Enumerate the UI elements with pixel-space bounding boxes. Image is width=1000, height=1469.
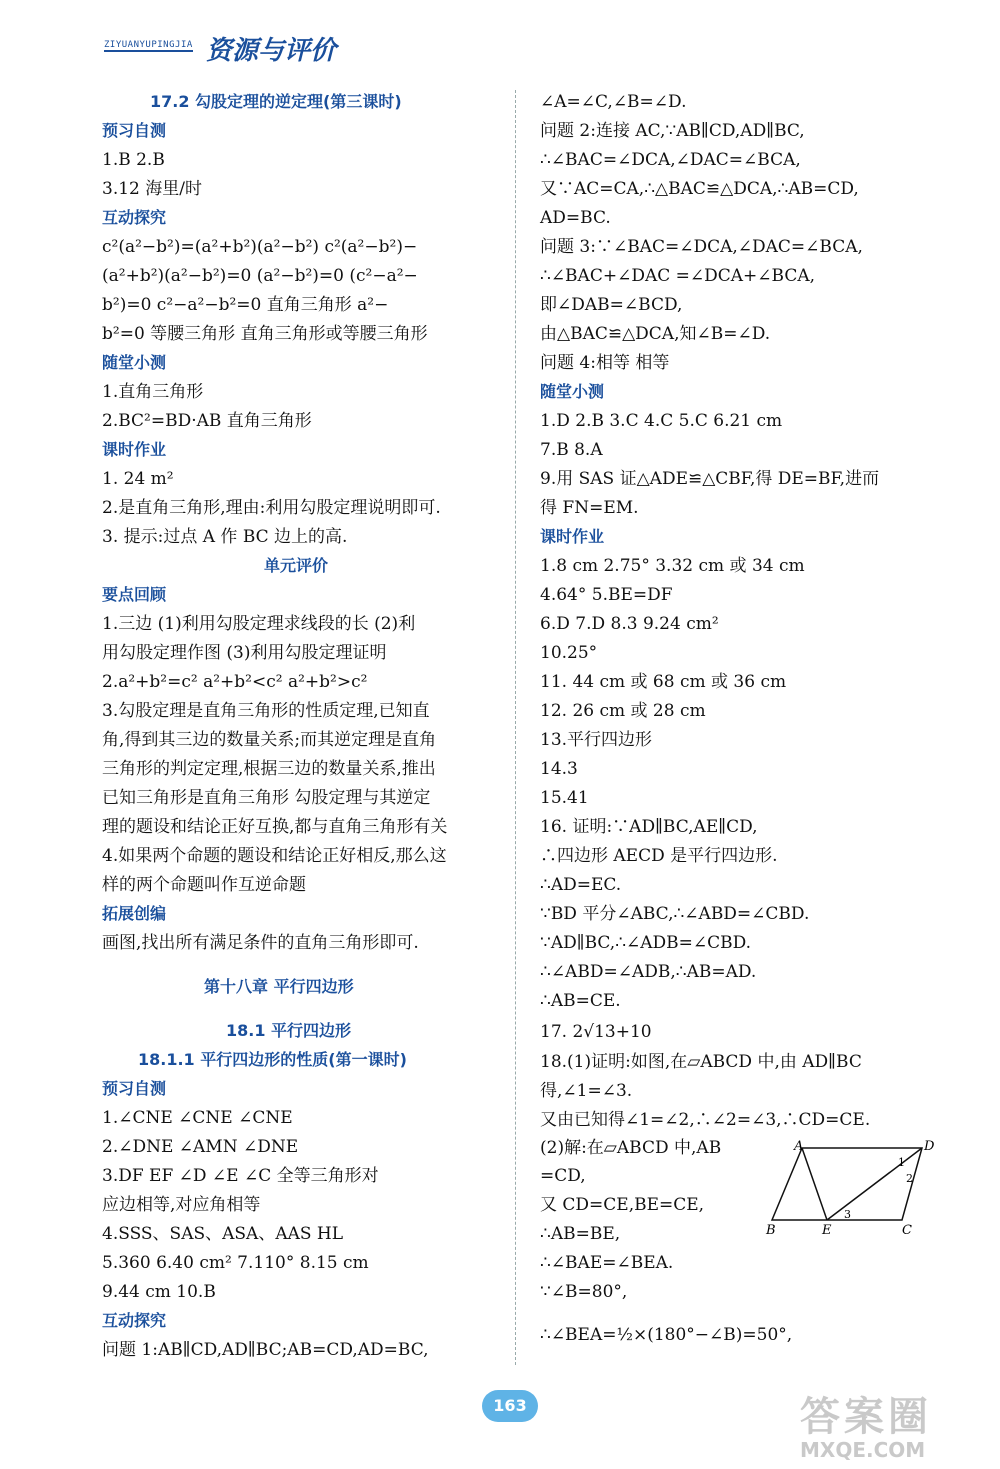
- section-heading: 课时作业: [102, 440, 167, 459]
- text-line: ∴AB=CE.: [540, 991, 621, 1011]
- text-line: 1.8 cm 2.75° 3.32 cm 或 34 cm: [540, 556, 805, 576]
- text-line: 1.∠CNE ∠CNE ∠CNE: [102, 1108, 293, 1128]
- label-c: C: [902, 1223, 912, 1238]
- text-line: 1.直角三角形: [102, 382, 204, 402]
- text-line: 16. 证明:∵AD∥BC,AE∥CD,: [540, 817, 758, 837]
- angle-label-2: 2: [906, 1172, 913, 1185]
- text-line: 由△BAC≌△DCA,知∠B=∠D.: [540, 324, 771, 344]
- text-line: ∴∠BAE=∠BEA.: [540, 1253, 674, 1273]
- text-line: 应边相等,对应角相等: [102, 1195, 261, 1215]
- chapter-heading: 17.2 勾股定理的逆定理(第三课时): [150, 92, 402, 111]
- text-line: c²(a²−b²)=(a²+b²)(a²−b²) c²(a²−b²)−: [102, 237, 418, 257]
- label-a: A: [794, 1139, 804, 1154]
- text-line: 15.41: [540, 788, 589, 808]
- section-heading: 随堂小测: [102, 353, 167, 372]
- angle-label-1: 1: [898, 1156, 905, 1169]
- text-line: AD=BC.: [540, 208, 611, 228]
- text-line: ∴∠BAC+∠DAC =∠DCA+∠BCA,: [540, 266, 816, 286]
- text-line: 问题 1:AB∥CD,AD∥BC;AB=CD,AD=BC,: [102, 1340, 429, 1360]
- text-line: 18.(1)证明:如图,在▱ABCD 中,由 AD∥BC: [540, 1052, 862, 1072]
- text-line: 9.44 cm 10.B: [102, 1282, 216, 1302]
- text-line: 1.三边 (1)利用勾股定理求线段的长 (2)利: [102, 614, 416, 634]
- text-line: 14.3: [540, 759, 578, 779]
- chapter-heading: 单元评价: [264, 556, 329, 575]
- chapter-heading: 第十八章 平行四边形: [204, 977, 354, 996]
- label-e: E: [822, 1223, 832, 1238]
- text-line: 2.BC²=BD·AB 直角三角形: [102, 411, 312, 431]
- text-line: 2.∠DNE ∠AMN ∠DNE: [102, 1137, 299, 1157]
- text-line: ∵∠B=80°,: [540, 1282, 628, 1302]
- text-line: 问题 2:连接 AC,∵AB∥CD,AD∥BC,: [540, 121, 805, 141]
- text-line: 2.是直角三角形,理由:利用勾股定理说明即可.: [102, 498, 441, 518]
- parallelogram-figure: [762, 1138, 942, 1238]
- text-line: 三角形的判定定理,根据三边的数量关系,推出: [102, 759, 436, 779]
- text-line: ∴AB=BE,: [540, 1224, 621, 1244]
- text-line: 4.如果两个命题的题设和结论正好相反,那么这: [102, 846, 447, 866]
- text-line: 得,∠1=∠3.: [540, 1081, 633, 1101]
- text-line: 用勾股定理作图 (3)利用勾股定理证明: [102, 643, 387, 663]
- segment-ae: [802, 1148, 827, 1220]
- text-line: 13.平行四边形: [540, 730, 653, 750]
- section-heading: 互动探究: [102, 1311, 167, 1330]
- angle-label-3: 3: [844, 1208, 851, 1221]
- text-line: 即∠DAB=∠BCD,: [540, 295, 683, 315]
- text-line: 3.12 海里/时: [102, 179, 202, 199]
- text-line: 问题 4:相等 相等: [540, 353, 670, 373]
- section-heading: 预习自测: [102, 121, 167, 140]
- text-line: 1.D 2.B 3.C 4.C 5.C 6.21 cm: [540, 411, 783, 431]
- text-line: 3.勾股定理是直角三角形的性质定理,已知直: [102, 701, 430, 721]
- section-heading: 预习自测: [102, 1079, 167, 1098]
- text-line: =CD,: [540, 1166, 586, 1186]
- text-line: 角,得到其三边的数量关系;而其逆定理是直角: [102, 730, 437, 750]
- text-line: 又 CD=CE,BE=CE,: [540, 1195, 705, 1215]
- section-heading: 随堂小测: [540, 382, 605, 401]
- watermark-url: MXQE.COM: [800, 1438, 926, 1462]
- text-line: ∴四边形 AECD 是平行四边形.: [540, 846, 778, 866]
- text-line: 已知三角形是直角三角形 勾股定理与其逆定: [102, 788, 431, 808]
- text-line: 画图,找出所有满足条件的直角三角形即可.: [102, 933, 419, 953]
- text-line: ∵BD 平分∠ABC,∴∠ABD=∠CBD.: [540, 904, 810, 924]
- text-line: (a²+b²)(a²−b²)=0 (a²−b²)=0 (c²−a²−: [102, 266, 418, 286]
- section-heading: 课时作业: [540, 527, 605, 546]
- text-line: 4.64° 5.BE=DF: [540, 585, 673, 605]
- text-line: 10.25°: [540, 643, 598, 663]
- text-line: 6.D 7.D 8.3 9.24 cm²: [540, 614, 719, 634]
- text-line: 1.B 2.B: [102, 150, 165, 170]
- text-line: ∠A=∠C,∠B=∠D.: [540, 92, 687, 112]
- text-line: 12. 26 cm 或 28 cm: [540, 701, 706, 721]
- text-line: (2)解:在▱ABCD 中,AB: [540, 1138, 722, 1158]
- text-line: 理的题设和结论正好互换,都与直角三角形有关: [102, 817, 448, 837]
- text-line: ∴∠BEA=½×(180°−∠B)=50°,: [540, 1325, 793, 1345]
- section-heading: 互动探究: [102, 208, 167, 227]
- text-line: ∴AD=EC.: [540, 875, 622, 895]
- chapter-heading: 18.1.1 平行四边形的性质(第一课时): [138, 1050, 407, 1069]
- text-line: 得 FN=EM.: [540, 498, 639, 518]
- text-line: ∵AD∥BC,∴∠ADB=∠CBD.: [540, 933, 752, 953]
- text-line: 4.SSS、SAS、ASA、AAS HL: [102, 1224, 344, 1244]
- text-line: 又由已知得∠1=∠2,∴∠2=∠3,∴CD=CE.: [540, 1110, 871, 1130]
- label-b: B: [766, 1223, 776, 1238]
- page-header: [100, 28, 360, 68]
- text-line: 3.DF EF ∠D ∠E ∠C 全等三角形对: [102, 1166, 379, 1186]
- header-pinyin: ZIYUANYUPINGJIA: [104, 40, 193, 50]
- text-line: ∴∠BAC=∠DCA,∠DAC=∠BCA,: [540, 150, 801, 170]
- text-line: 2.a²+b²=c² a²+b²<c² a²+b²>c²: [102, 672, 368, 692]
- text-line: 11. 44 cm 或 68 cm 或 36 cm: [540, 672, 787, 692]
- text-line: 1. 24 m²: [102, 469, 174, 489]
- text-line: 样的两个命题叫作互逆命题: [102, 875, 306, 895]
- text-line: 3. 提示:过点 A 作 BC 边上的高.: [102, 527, 348, 547]
- watermark-logo-text: 答案圈: [800, 1394, 932, 1440]
- text-line: 7.B 8.A: [540, 440, 603, 460]
- text-line: ∴∠ABD=∠ADB,∴AB=AD.: [540, 962, 757, 982]
- text-line: 17. 2√13+10: [540, 1022, 652, 1042]
- text-line: 又∵AC=CA,∴△BAC≌△DCA,∴AB=CD,: [540, 179, 859, 199]
- chapter-heading: 18.1 平行四边形: [226, 1021, 352, 1040]
- text-line: 9.用 SAS 证△ADE≌△CBF,得 DE=BF,进而: [540, 469, 880, 489]
- text-line: 5.360 6.40 cm² 7.110° 8.15 cm: [102, 1253, 369, 1273]
- page-number: 163: [482, 1390, 538, 1422]
- header-title: 资源与评价: [206, 36, 337, 66]
- column-divider: [515, 90, 516, 1365]
- text-line: b²)=0 c²−a²−b²=0 直角三角形 a²−: [102, 295, 389, 315]
- label-d: D: [924, 1139, 935, 1154]
- text-line: 问题 3:∵∠BAC=∠DCA,∠DAC=∠BCA,: [540, 237, 863, 257]
- text-line: b²=0 等腰三角形 直角三角形或等腰三角形: [102, 324, 428, 344]
- section-heading: 要点回顾: [102, 585, 167, 604]
- section-heading: 拓展创编: [102, 904, 167, 923]
- watermark: [800, 1385, 995, 1465]
